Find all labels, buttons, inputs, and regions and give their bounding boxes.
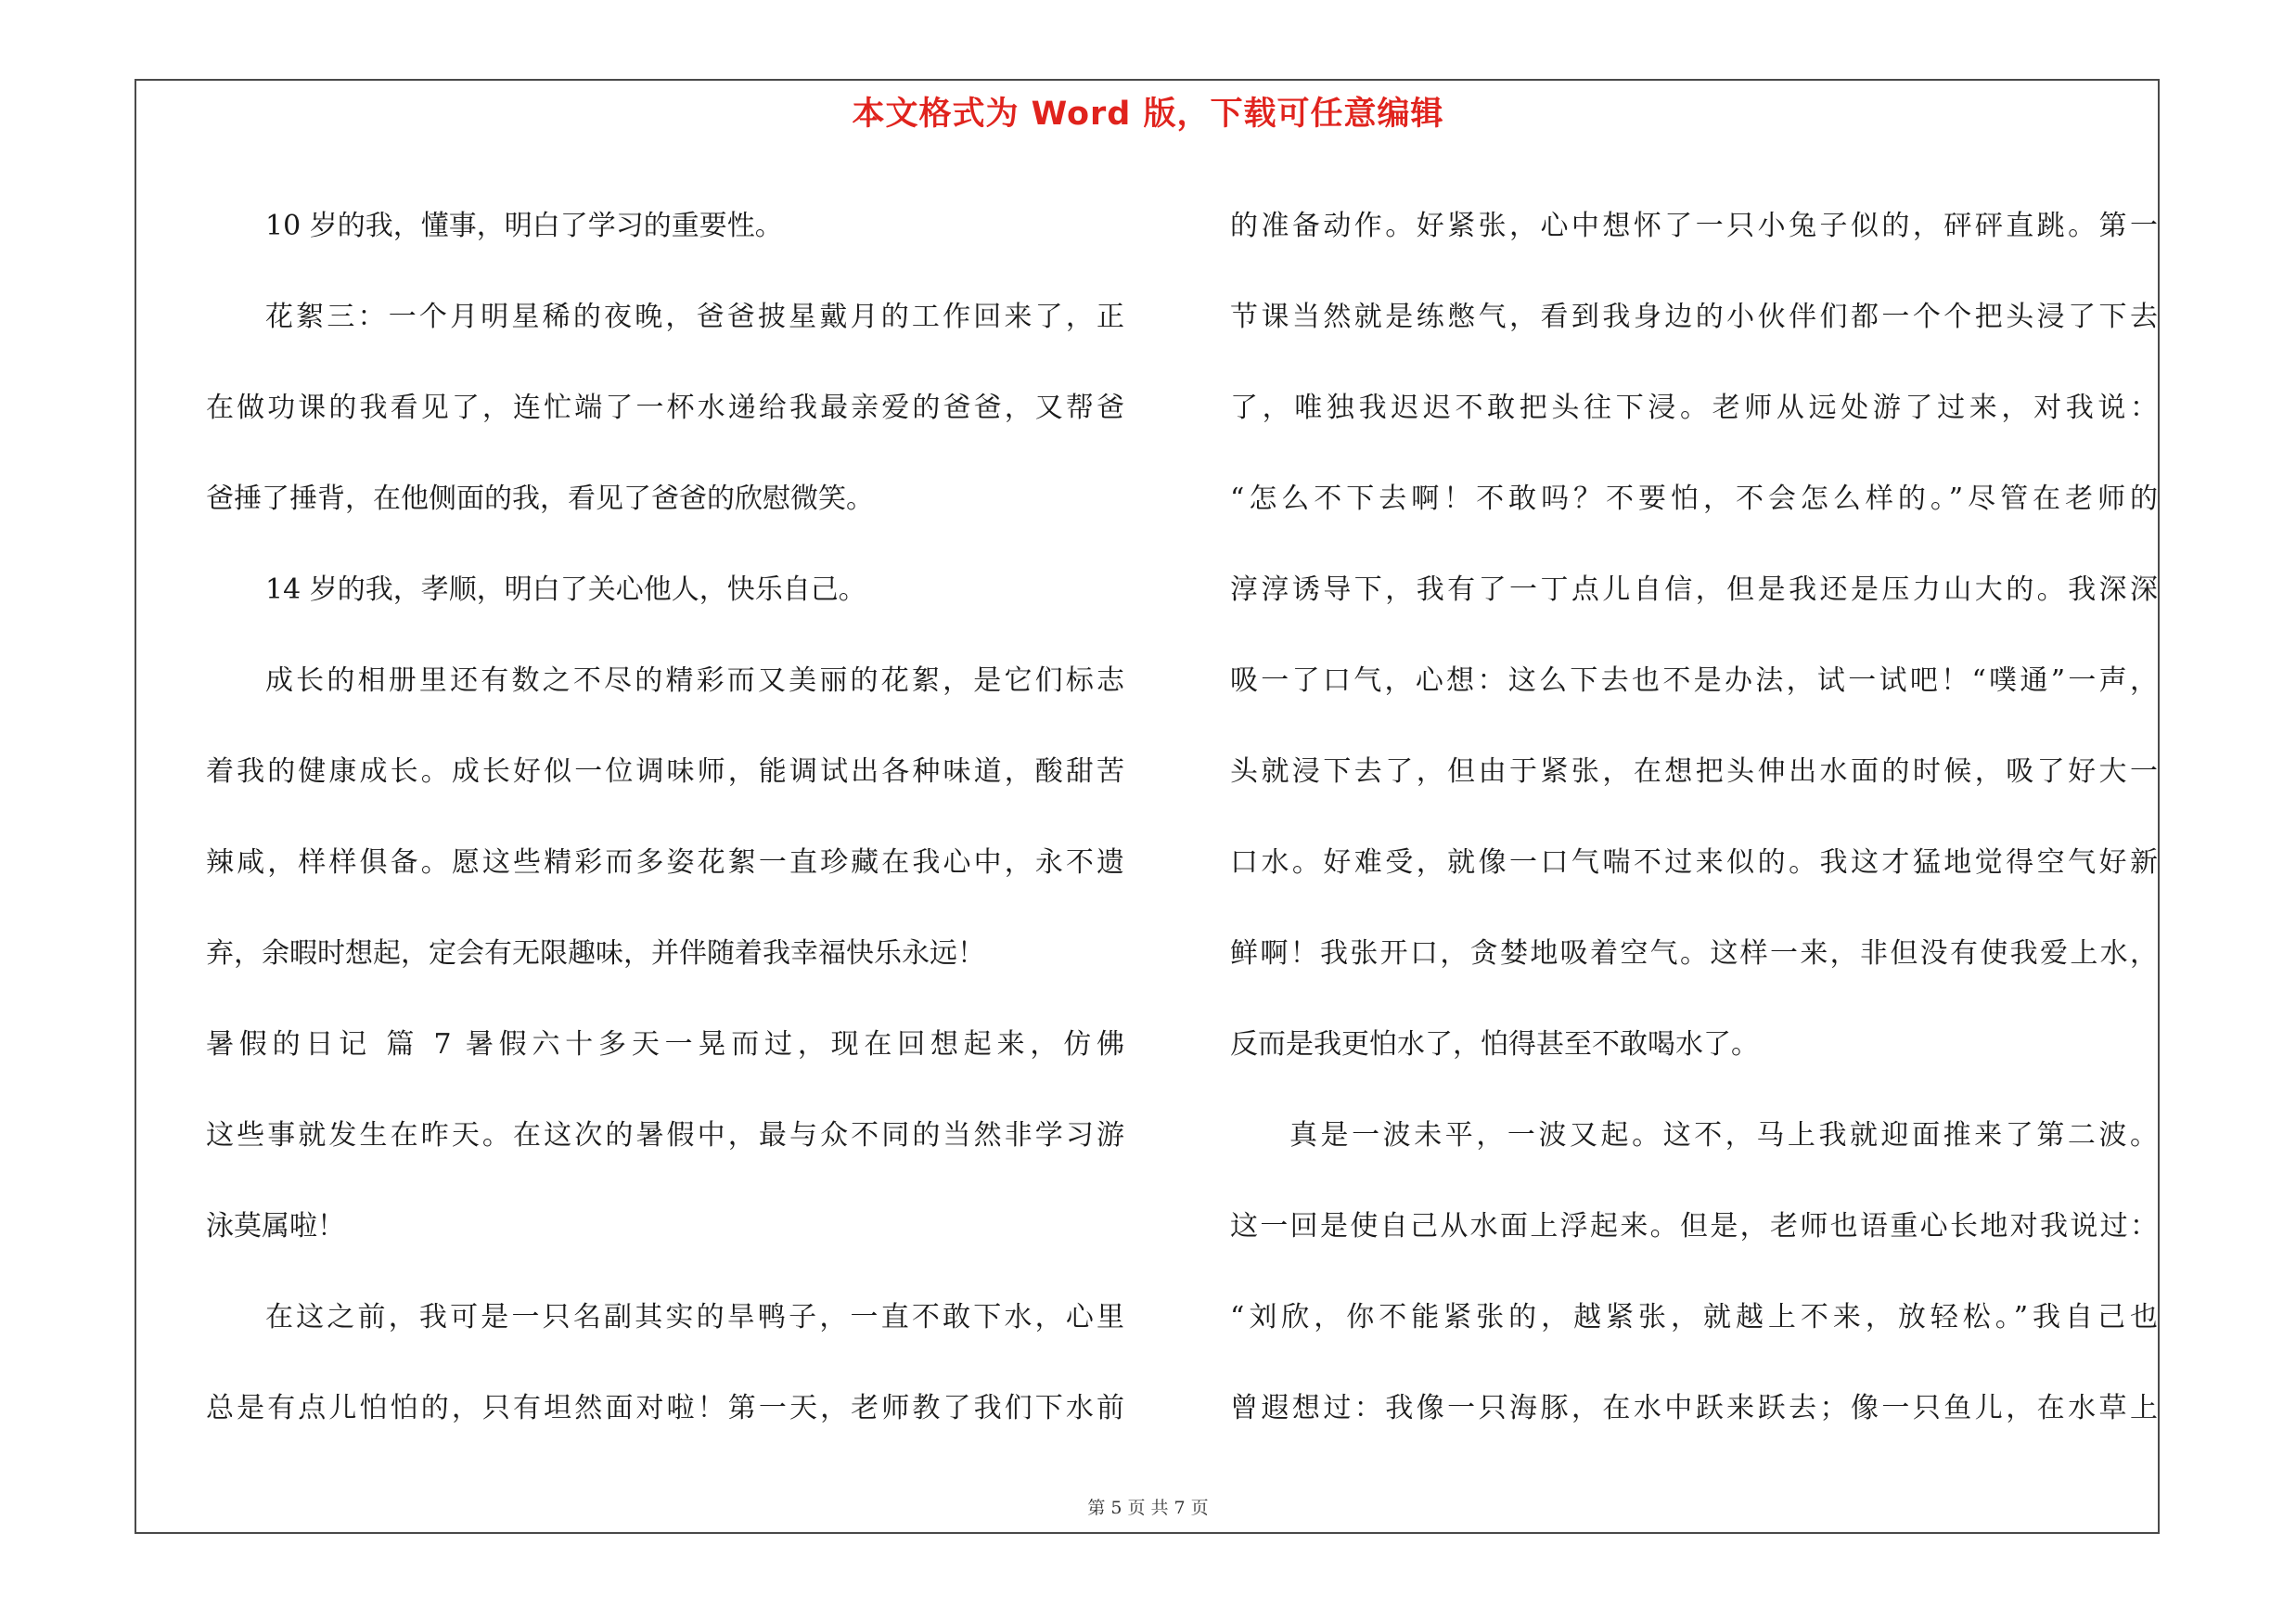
word-format-banner: 本文格式为 Word 版，下载可任意编辑 [852, 96, 1444, 133]
text-line: 暑假的日记 篇 7 暑假六十多天一晃而过，现在回想起来，仿佛 [206, 1028, 1124, 1061]
text-line: 泳莫属啦！ [206, 1210, 345, 1243]
text-line: 总是有点儿怕怕的，只有坦然面对啦！第一天，老师教了我们下水前 [206, 1392, 1124, 1424]
text-line: 10 岁的我，懂事，明白了学习的重要性。 [265, 210, 783, 242]
text-line: 在做功课的我看见了，连忙端了一杯水递给我最亲爱的爸爸，又帮爸 [206, 392, 1124, 424]
text-line: 淳淳诱导下，我有了一丁点儿自信，但是我还是压力山大的。我深深 [1230, 573, 2158, 606]
text-line: 曾遐想过：我像一只海豚，在水中跃来跃去；像一只鱼儿，在水草上 [1230, 1392, 2158, 1424]
text-line: 这一回是使自己从水面上浮起来。但是，老师也语重心长地对我说过： [1230, 1210, 2158, 1243]
left-column [206, 181, 1124, 1454]
text-line: “怎么不下去啊！不敢吗？不要怕，不会怎么样的。”尽管在老师的 [1230, 483, 2158, 515]
text-line: 花絮三：一个月明星稀的夜晚，爸爸披星戴月的工作回来了，正 [265, 301, 1124, 333]
page-number-footer: 第 5 页 共 7 页 [1087, 1498, 1209, 1518]
text-line: 着我的健康成长。成长好似一位调味师，能调试出各种味道，酸甜苦 [206, 755, 1124, 788]
text-line: 头就浸下去了，但由于紧张，在想把头伸出水面的时候，吸了好大一 [1230, 755, 2158, 788]
text-line: 爸捶了捶背，在他侧面的我，看见了爸爸的欣慰微笑。 [206, 483, 874, 515]
text-line: 真是一波未平，一波又起。这不，马上我就迎面推来了第二波。 [1289, 1119, 2158, 1152]
text-line: “刘欣，你不能紧张的，越紧张，就越上不来，放轻松。”我自己也 [1230, 1301, 2158, 1333]
text-line: 反而是我更怕水了，怕得甚至不敢喝水了。 [1230, 1028, 1759, 1061]
text-line: 14 岁的我，孝顺，明白了关心他人，快乐自己。 [265, 573, 866, 606]
text-line: 节课当然就是练憋气，看到我身边的小伙伴们都一个个把头浸了下去 [1230, 301, 2158, 333]
text-line: 在这之前，我可是一只名副其实的旱鸭子，一直不敢下水，心里 [265, 1301, 1124, 1333]
right-column [1230, 181, 2158, 1454]
text-line: 鲜啊！我张开口，贪婪地吸着空气。这样一来，非但没有使我爱上水， [1230, 937, 2158, 970]
text-line: 的准备动作。好紧张，心中想怀了一只小兔子似的，砰砰直跳。第一 [1230, 210, 2158, 242]
text-line: 弃，余暇时想起，定会有无限趣味，并伴随着我幸福快乐永远！ [206, 937, 985, 970]
text-line: 成长的相册里还有数之不尽的精彩而又美丽的花絮，是它们标志 [265, 664, 1124, 697]
text-line: 吸一了口气，心想：这么下去也不是办法，试一试吧！“噗通”一声， [1230, 664, 2158, 697]
text-line: 了，唯独我迟迟不敢把头往下浸。老师从远处游了过来，对我说： [1230, 392, 2158, 424]
text-line: 口水。好难受，就像一口气喘不过来似的。我这才猛地觉得空气好新 [1230, 846, 2158, 879]
text-line: 这些事就发生在昨天。在这次的暑假中，最与众不同的当然非学习游 [206, 1119, 1124, 1152]
text-line: 辣咸，样样俱备。愿这些精彩而多姿花絮一直珍藏在我心中，永不遗 [206, 846, 1124, 879]
